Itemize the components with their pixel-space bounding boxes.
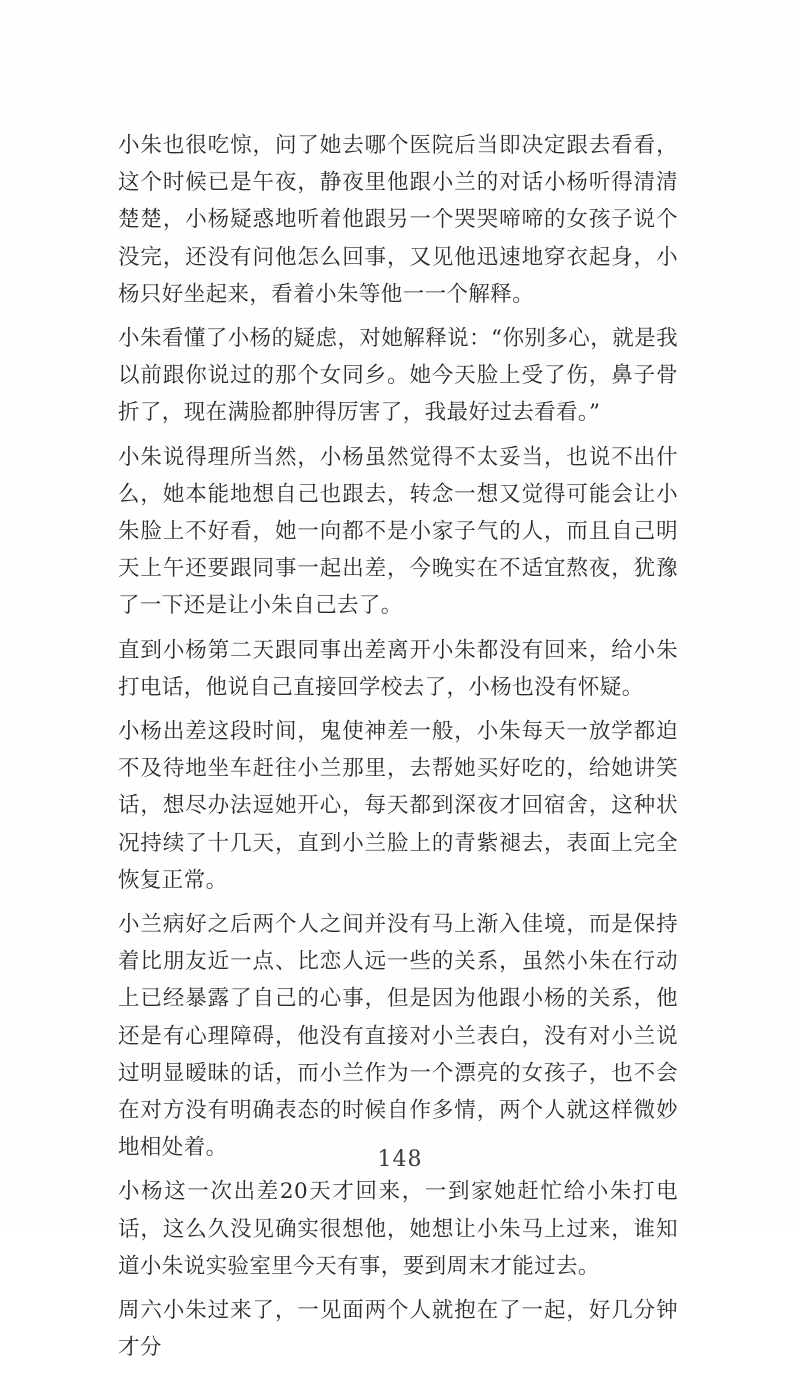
- paragraph: 小朱看懂了小杨的疑虑，对她解释说：“你别多心，就是我以前跟你说过的那个女同乡。她今天脸上受了伤，鼻子骨折了，现在满脸都肿得厉害了，我最好过去看看。”: [118, 326, 678, 426]
- paragraph: 小朱说得理所当然，小杨虽然觉得不太妥当，也说不出什么，她本能地想自己也跟去，转念一想又觉得可能会让小朱脸上不好看，她一向都不是小家子气的人，而且自己明天上午还要跟同事一起出差，今晚实在不适宜熬夜，犹豫了一下还是让小朱自己去了。: [118, 444, 678, 619]
- paragraph: 小杨出差这段时间，鬼使神差一般，小朱每天一放学都迫不及待地坐车赶往小兰那里，去帮她买好吃的，给她讲笑话，想尽办法逗她开心，每天都到深夜才回宿舍，这种状况持续了十几天，直到小兰脸上的青紫褪去，表面上完全恢复正常。: [118, 719, 678, 893]
- page-number: 148: [377, 1147, 423, 1172]
- paragraph: 小朱也很吃惊，问了她去哪个医院后当即决定跟去看看，这个时候已是午夜，静夜里他跟小兰的对话小杨听得清清楚楚，小杨疑惑地听着他跟另一个哭哭啼啼的女孩子说个没完，还没有问他怎么回事，又见他迅速地穿衣起身，小杨只好坐起来，看着小朱等他一一个解释。: [118, 133, 678, 307]
- paragraph: 周六小朱过来了，一见面两个人就抱在了一起，好几分钟才分: [118, 1298, 678, 1361]
- paragraph: 直到小杨第二天跟同事出差离开小朱都没有回来，给小朱打电话，他说自己直接回学校去了，小杨也没有怀疑。: [118, 637, 678, 700]
- body-text: [118, 127, 678, 1374]
- paragraph: 小兰病好之后两个人之间并没有马上渐入佳境，而是保持着比朋友近一点、比恋人远一些的关系，虽然小朱在行动上已经暴露了自己的心事，但是因为他跟小杨的关系，他还是有心理障碍，他没有直接对小兰表白，没有对小兰说过明显暧昧的话，而小兰作为一个漂亮的女孩子，也不会在对方没有明确表态的时候自作多情，两个人就这样微妙地相处着。: [118, 912, 678, 1161]
- paragraph: 小杨这一次出差20天才回来，一到家她赶忙给小朱打电话，这么久没见确实很想他，她想让小朱马上过来，谁知道小朱说实验室里今天有事，要到周末才能过去。: [118, 1179, 678, 1279]
